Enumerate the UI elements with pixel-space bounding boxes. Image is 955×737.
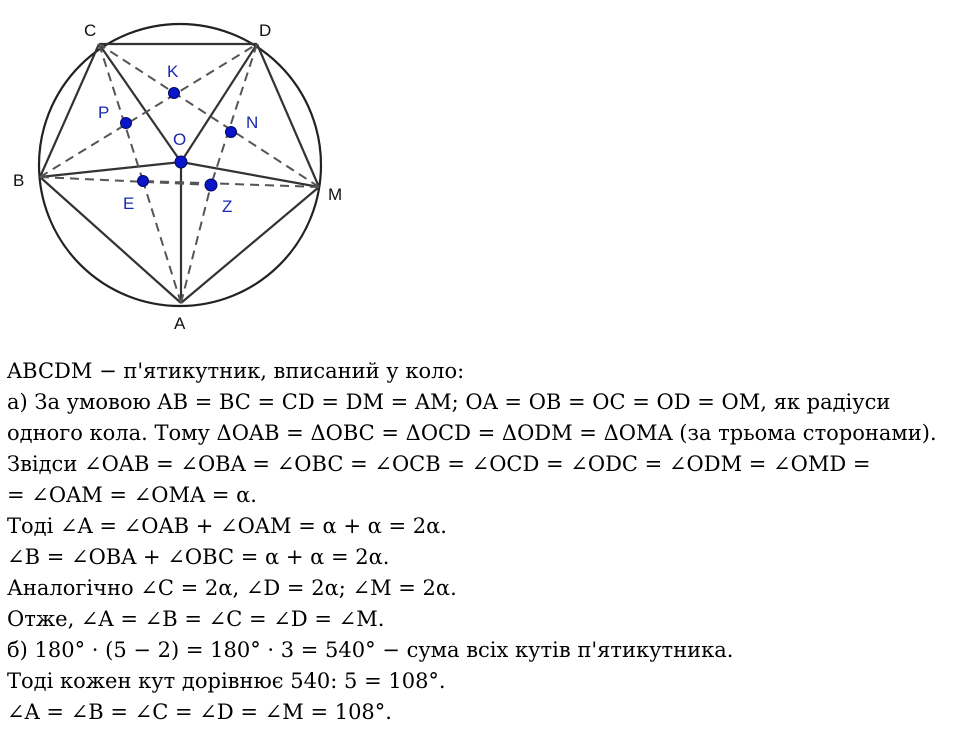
label-m: M — [328, 185, 343, 204]
solution-line: одного кола. Тому ΔOAB = ΔOBC = ΔOCD = ΔODM = ΔOMA (за трьома сторонами). — [7, 421, 937, 445]
solution-line: = ∠OAM = ∠OMA = α. — [7, 483, 257, 507]
solution-line: Аналогічно ∠C = 2α, ∠D = 2α; ∠M = 2α. — [7, 576, 457, 600]
label-o: O — [173, 130, 187, 149]
solution-line: ∠B = ∠OBA + ∠OBC = α + α = 2α. — [7, 545, 390, 569]
label-e: E — [123, 194, 135, 213]
label-d: D — [259, 21, 272, 40]
label-z: Z — [222, 197, 233, 216]
label-n: N — [246, 113, 259, 132]
solution-line: ∠A = ∠B = ∠C = ∠D = ∠M = 108°. — [7, 700, 392, 724]
dashed-a-z — [181, 185, 211, 303]
geometry-figure — [0, 0, 360, 340]
label-a: A — [174, 314, 186, 333]
dashed-m-c — [99, 44, 319, 187]
solution-line: б) 180° · (5 − 2) = 180° · 3 = 540° − сума всіх кутів п'ятикутника. — [7, 638, 734, 662]
point-k — [169, 88, 180, 99]
radius-om — [181, 162, 319, 187]
point-n — [226, 127, 237, 138]
dashed-b-k — [40, 44, 257, 177]
point-o — [175, 156, 187, 168]
solution-line: ABCDM − п'ятикутник, вписаний у коло: — [7, 359, 465, 383]
solution-line: Отже, ∠A = ∠B = ∠C = ∠D = ∠M. — [7, 607, 385, 631]
radius-od — [181, 44, 257, 162]
radius-ob — [40, 162, 181, 177]
point-p — [121, 118, 132, 129]
solution-line: Тоді ∠A = ∠OAB + ∠OAM = α + α = 2α. — [7, 514, 447, 538]
side-ma — [181, 187, 319, 303]
side-dm — [257, 44, 319, 187]
label-p: P — [98, 103, 110, 122]
label-k: K — [167, 62, 179, 81]
point-z — [205, 179, 217, 191]
point-e — [138, 176, 149, 187]
solution-line: Звідси ∠OAB = ∠OBA = ∠OBC = ∠OCB = ∠OCD = ∠ODC = ∠ODM = ∠OMD = — [7, 452, 871, 476]
label-b: B — [13, 171, 25, 190]
solution-text — [7, 356, 952, 728]
label-c: C — [84, 21, 97, 40]
solution-line: Тоді кожен кут дорівнює 540: 5 = 108°. — [7, 669, 446, 693]
solution-line: а) За умовою AB = BC = CD = DM = AM; OA = OB = OC = OD = OM, як радіуси — [7, 390, 891, 414]
dashed-b-z — [40, 177, 211, 185]
